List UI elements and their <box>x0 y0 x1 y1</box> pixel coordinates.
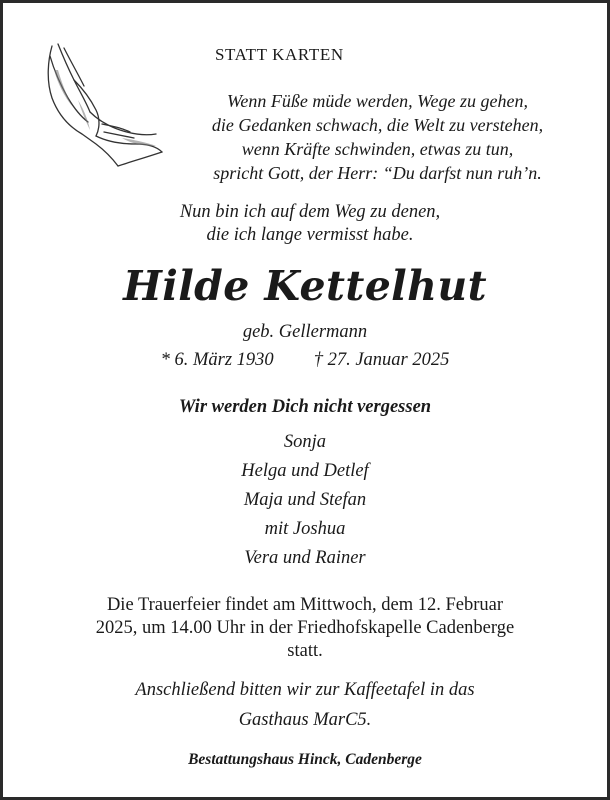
intro-line: die ich lange vermisst habe. <box>206 225 414 245</box>
coffee-info <box>40 675 570 735</box>
statt-karten-label: STATT KARTEN <box>215 45 344 64</box>
poem-line: wenn Kräfte schwinden, etwas zu tun, <box>241 139 514 159</box>
coffee-line: Anschließend bitten wir zur Kaffeetafel in das <box>135 680 475 700</box>
funeral-line: 2025, um 14.00 Uhr in der Friedhofskapelle Cadenberge <box>95 618 515 638</box>
list-item: Vera und Rainer <box>244 548 366 568</box>
list-item: Helga und Detlef <box>241 461 369 481</box>
birth-name: geb. Gellermann <box>242 322 368 342</box>
list-item: mit Joshua <box>264 519 346 539</box>
life-dates <box>0 350 610 371</box>
undertaker-credit: Bestattungshaus Hinck, Cadenberge <box>188 751 422 768</box>
poem-line: Wenn Füße müde werden, Wege zu gehen, <box>227 91 528 111</box>
mourners-list <box>0 428 610 573</box>
praying-hands-icon <box>38 40 168 175</box>
intro-line: Nun bin ich auf dem Weg zu denen, <box>179 202 441 222</box>
funeral-info <box>30 594 580 663</box>
poem <box>175 89 580 185</box>
funeral-line: statt. <box>287 641 323 661</box>
list-item: Sonja <box>283 432 327 452</box>
motto: Wir werden Dich nicht vergessen <box>178 397 432 417</box>
poem-line: spricht Gott, der Herr: “Du darfst nun ruh’n. <box>213 163 542 183</box>
birth-date: * 6. März 1930 <box>160 350 274 370</box>
deceased-name: Hilde Kettelhut <box>123 262 487 310</box>
death-date: † 27. Januar 2025 <box>313 350 450 370</box>
funeral-line: Die Trauerfeier findet am Mittwoch, dem 12. Februar <box>106 595 504 615</box>
intro-verse <box>120 201 500 247</box>
coffee-line: Gasthaus MarC5. <box>238 710 372 730</box>
poem-line: die Gedanken schwach, die Welt zu verstehen, <box>211 115 544 135</box>
list-item: Maja und Stefan <box>243 490 367 510</box>
